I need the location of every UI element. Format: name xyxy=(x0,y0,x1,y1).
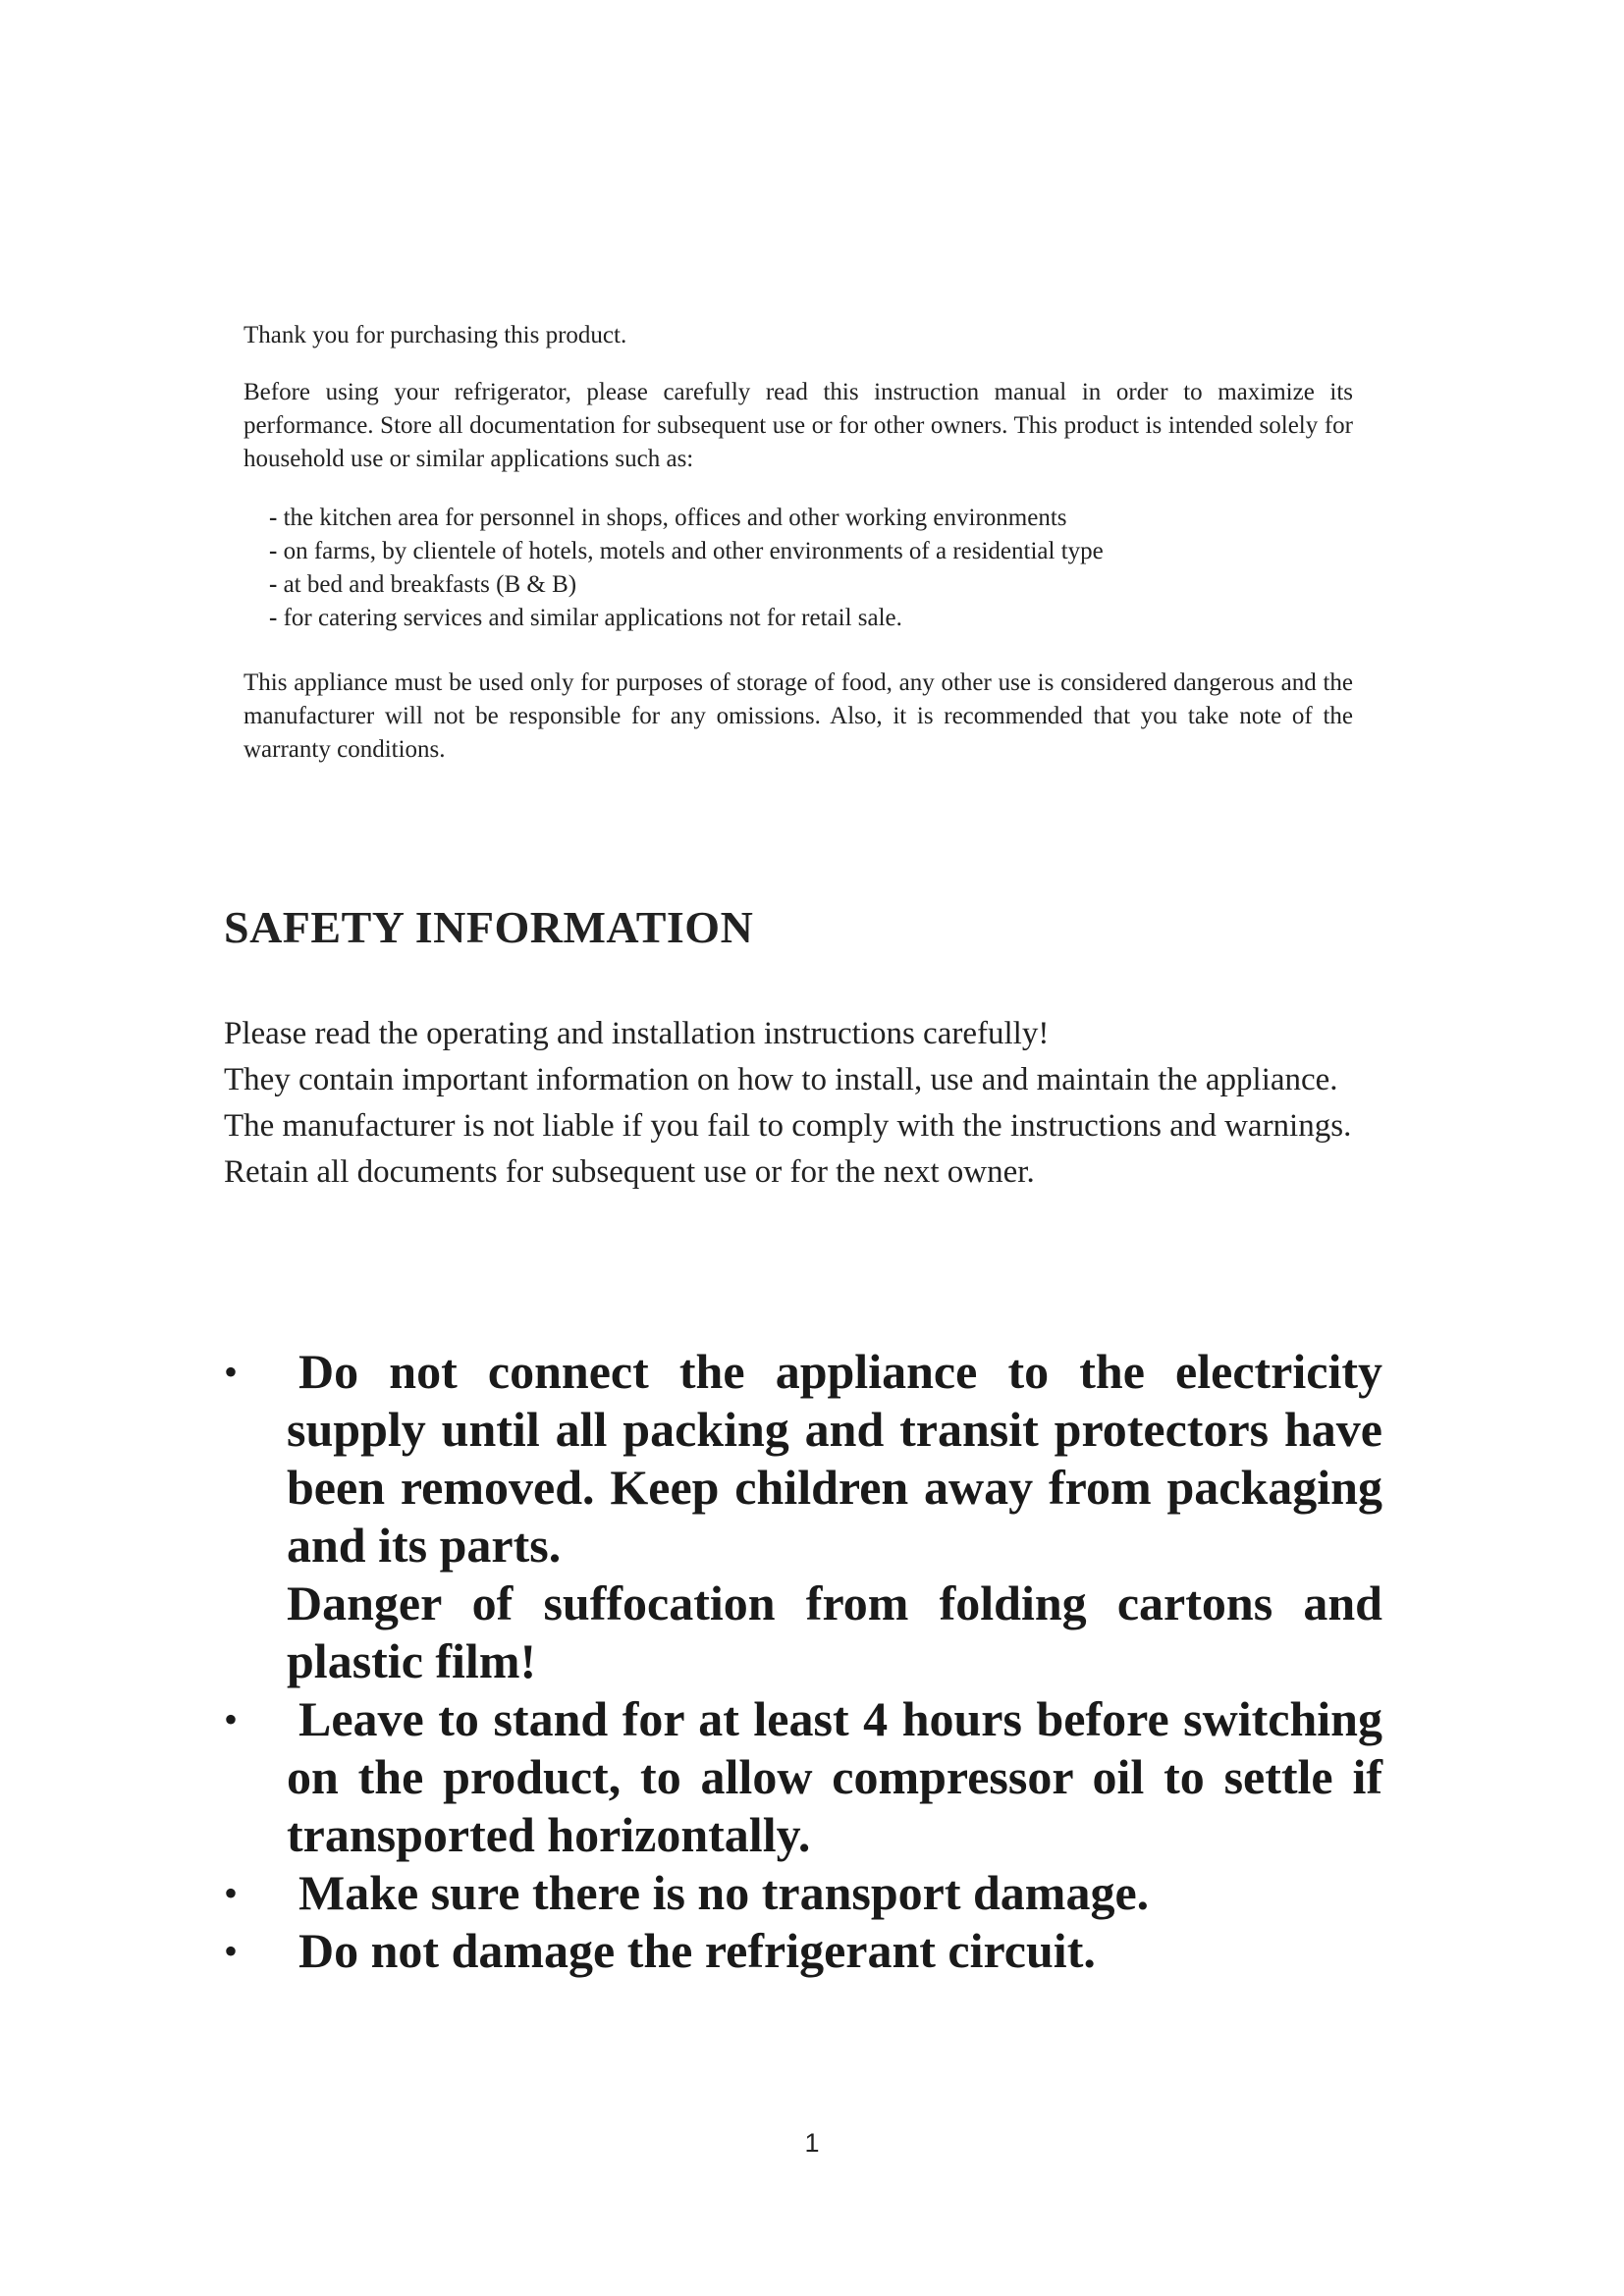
list-item: - at bed and breakfasts (B & B) xyxy=(269,568,1353,602)
warnings-list xyxy=(224,1343,1382,1980)
safety-instructions xyxy=(224,1011,1387,1196)
section-title: SAFETY INFORMATION xyxy=(224,902,754,952)
list-item: - for catering services and similar applications not for retail sale. xyxy=(269,602,1353,635)
warning-item xyxy=(224,1864,1382,1922)
bullet-icon: • xyxy=(224,1929,239,1973)
warning-text: Make sure there is no transport damage. xyxy=(298,1865,1150,1920)
bullet-icon: • xyxy=(224,1350,239,1394)
bullet-icon: • xyxy=(224,1697,239,1741)
intended-uses-list xyxy=(269,502,1353,635)
thanks-line: Thank you for purchasing this product. xyxy=(244,322,627,348)
warning-text: Do not connect the appliance to the electricity supply until all packing and transit protectors have been removed. Keep children away from packaging and its parts. xyxy=(287,1344,1382,1573)
list-item: - on farms, by clientele of hotels, motels and other environments of a residential type xyxy=(269,535,1353,568)
intro-section xyxy=(244,319,1353,767)
safety-line: Please read the operating and installation instructions carefully! xyxy=(224,1016,1050,1051)
page-number: 1 xyxy=(804,2128,820,2158)
warning-item xyxy=(224,1922,1382,1980)
safety-line: They contain important information on how to install, use and maintain the appliance. xyxy=(224,1062,1338,1097)
safety-line: The manufacturer is not liable if you fail to comply with the instructions and warnings. xyxy=(224,1108,1352,1144)
warning-item xyxy=(224,1690,1382,1864)
intro-paragraph-1: Before using your refrigerator, please carefully read this instruction manual in order to maximize its performance. Store all documentation for subsequent use or for other owners. This product is intended solely for household use or similar applications such as: xyxy=(244,379,1353,472)
warning-item xyxy=(224,1343,1382,1690)
warning-text: Do not damage the refrigerant circuit. xyxy=(298,1923,1096,1978)
safety-line: Retain all documents for subsequent use or for the next owner. xyxy=(224,1154,1035,1190)
intro-paragraph-2: This appliance must be used only for purposes of storage of food, any other use is considered dangerous and the manufacturer will not be responsible for any omissions. Also, it is recommended that you take note of the warranty conditions. xyxy=(244,669,1353,763)
warning-extra-text: Danger of suffocation from folding cartons and plastic film! xyxy=(287,1575,1382,1688)
bullet-icon: • xyxy=(224,1871,239,1915)
list-item: - the kitchen area for personnel in shops, offices and other working environments xyxy=(269,502,1353,535)
warning-text: Leave to stand for at least 4 hours before switching on the product, to allow compressor oil to settle if transported horizontally. xyxy=(287,1691,1382,1862)
